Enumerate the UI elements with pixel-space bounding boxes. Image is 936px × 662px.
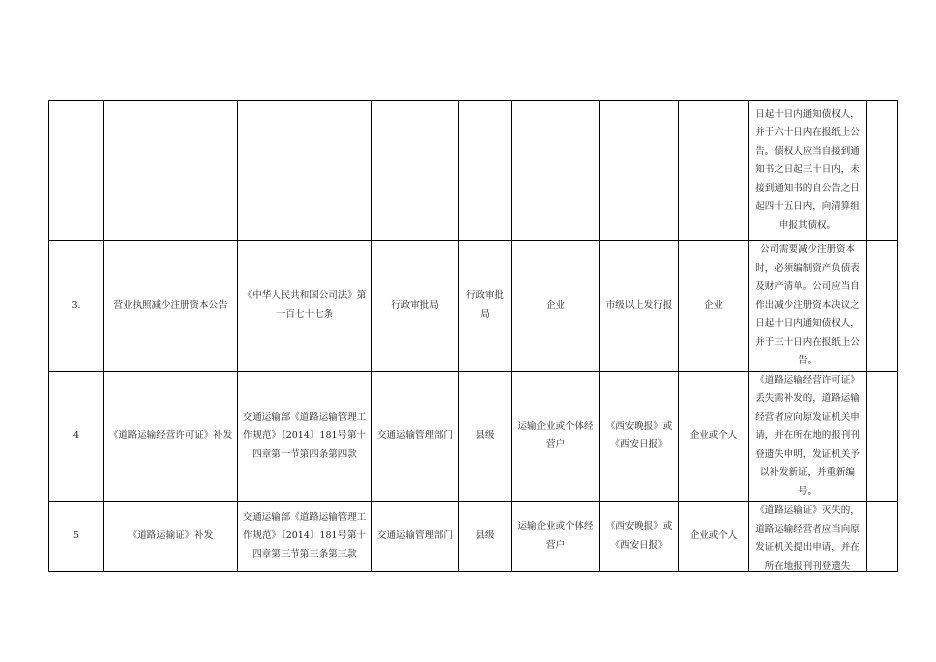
- cell-description: 公司需要减少注册资本时，必须编制资产负债表及财产清单。公司应当自作出减少注册资本决议之日起十日内通知债权人，并于三十日内在报纸上公告。: [749, 241, 867, 372]
- cell-applicant: 企业或个人: [679, 502, 749, 572]
- cell-subject: 运输企业或个体经营户: [512, 502, 600, 572]
- cell-description-text: 《道路运输证》灭失的，道路运输经营者应当向原发证机关提出申请，并在所在地报刊刊登遗失: [755, 505, 860, 571]
- table-row: [49, 101, 898, 241]
- cell-item: 营业执照减少注册资本公告: [104, 241, 238, 372]
- cell-seq: 3.: [49, 241, 104, 372]
- cell-seq: [49, 101, 104, 241]
- cell-level: 行政审批局: [459, 241, 512, 372]
- cell-remark: [867, 241, 898, 372]
- table-row: [49, 502, 898, 572]
- cell-authority: 交通运输管理部门: [372, 371, 459, 502]
- cell-description: [749, 502, 867, 572]
- cell-applicant: [679, 101, 749, 241]
- cell-newspaper: [600, 101, 679, 241]
- cell-item: 《道路运输经营许可证》补发: [104, 371, 238, 502]
- cell-newspaper: 《西安晚报》或《西安日报》: [600, 371, 679, 502]
- table-row: [49, 241, 898, 372]
- cell-basis: 交通运输部《道路运输管理工作规范》〔2014〕181号第十四章第一节第四条第四款: [238, 371, 372, 502]
- cell-seq: 4: [49, 371, 104, 502]
- cell-basis: [238, 101, 372, 241]
- cell-authority: 交通运输管理部门: [372, 502, 459, 572]
- table-row: [49, 371, 898, 502]
- cell-seq: 5: [49, 502, 104, 572]
- cell-remark: [867, 101, 898, 241]
- cell-item: 《道路运输证》补发: [104, 502, 238, 572]
- cell-newspaper: 市级以上发行报: [600, 241, 679, 372]
- cell-level: [459, 101, 512, 241]
- cell-level: 县级: [459, 502, 512, 572]
- cell-item: [104, 101, 238, 241]
- cell-description: 《道路运输经营许可证》丢失需补发的，道路运输经营者应向原发证机关申请，并在所在地的报刊刊登遗失申明，发证机关予以补发新证，并重新编号。: [749, 371, 867, 502]
- policy-table: [48, 100, 898, 572]
- cell-subject: 运输企业或个体经营户: [512, 371, 600, 502]
- cell-remark: [867, 502, 898, 572]
- cell-newspaper: 《西安晚报》或《西安日报》: [600, 502, 679, 572]
- cell-subject: 企业: [512, 241, 600, 372]
- cell-level: 县级: [459, 371, 512, 502]
- cell-authority: 行政审批局: [372, 241, 459, 372]
- cell-applicant: 企业: [679, 241, 749, 372]
- cell-description: 日起十日内通知债权人，并于六十日内在报纸上公告。债权人应当自接到通知书之日起三十日内，未接到通知书的自公告之日起四十五日内，向清算组申报其债权。: [749, 101, 867, 241]
- cell-remark: [867, 371, 898, 502]
- cell-basis: 《中华人民共和国公司法》第一百七十七条: [238, 241, 372, 372]
- cell-subject: [512, 101, 600, 241]
- cell-authority: [372, 101, 459, 241]
- cell-basis: 交通运输部《道路运输管理工作规范》〔2014〕181号第十四章第三节第三条第三款: [238, 502, 372, 572]
- cell-applicant: 企业或个人: [679, 371, 749, 502]
